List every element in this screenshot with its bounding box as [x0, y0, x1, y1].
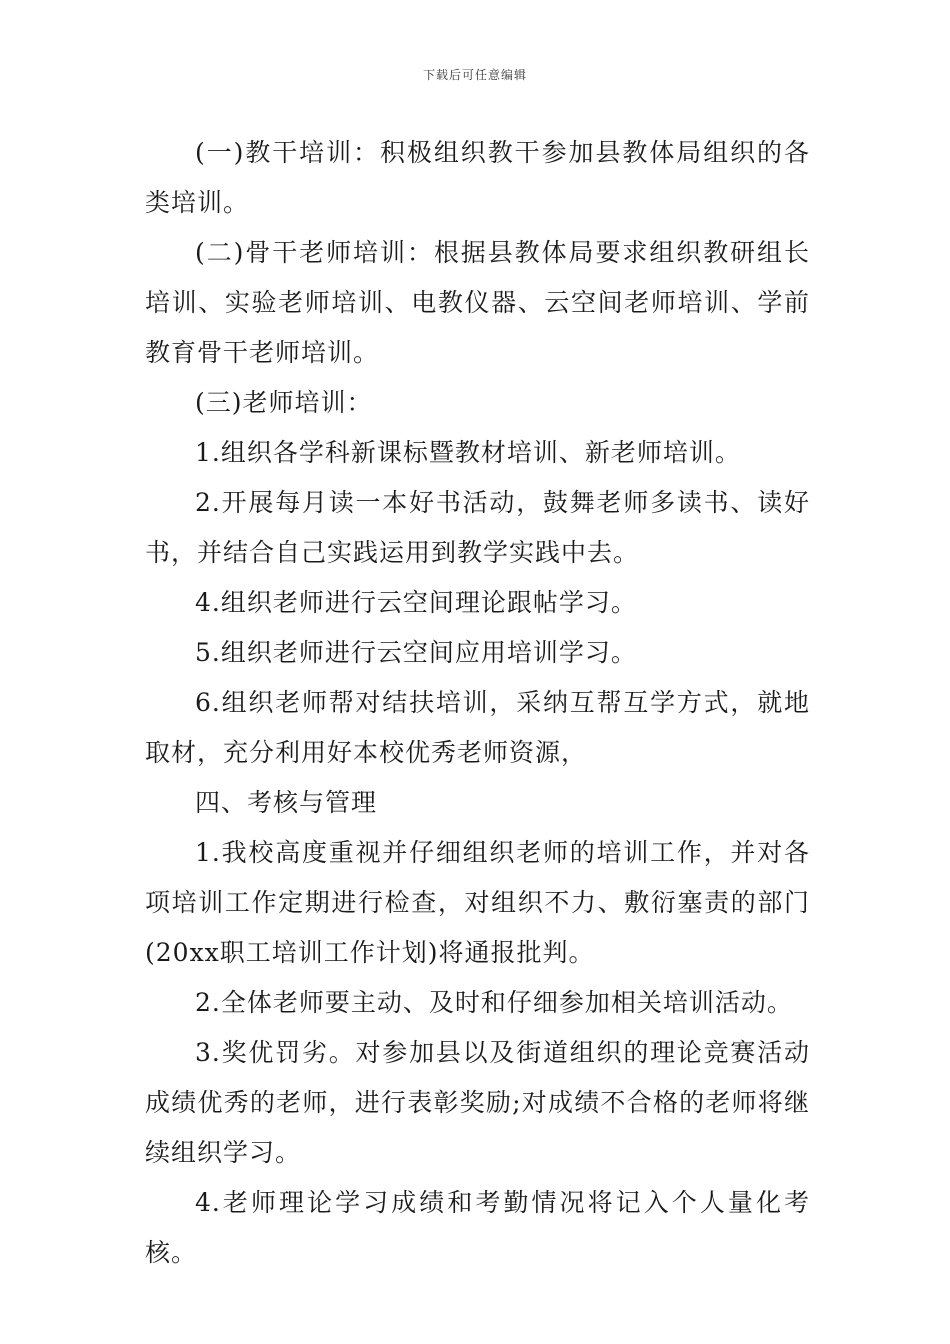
paragraph-assessment-4: 4.老师理论学习成绩和考勤情况将记入个人量化考核。 [145, 1188, 810, 1267]
paragraph-assessment-1: 1.我校高度重视并仔细组织老师的培训工作，并对各项培训工作定期进行检查，对组织不力、敷衍塞责的部门(20xx职工培训工作计划)将通报批判。 [145, 838, 810, 967]
paragraph-teacher-training-heading: (三)老师培训： [195, 388, 373, 417]
paragraph-item-5: 5.组织老师进行云空间应用培训学习。 [195, 638, 637, 667]
paragraph-backbone-teacher-training: (二)骨干老师培训：根据县教体局要求组织教研组长培训、实验老师培训、电教仪器、云空间老师培训、学前教育骨干老师培训。 [145, 238, 810, 367]
paragraph-teacher-cadre-training: (一)教干培训：积极组织教干参加县教体局组织的各类培训。 [145, 138, 810, 217]
page-header-note: 下载后可任意编辑 [422, 68, 527, 82]
paragraph-item-6: 6.组织老师帮对结扶培训，采纳互帮互学方式，就地取材，充分利用好本校优秀老师资源， [145, 688, 810, 767]
document-body [145, 128, 810, 1278]
paragraph-item-2: 2.开展每月读一本好书活动，鼓舞老师多读书、读好书，并结合自己实践运用到教学实践中去。 [145, 488, 810, 567]
paragraph-assessment-2: 2.全体老师要主动、及时和仔细参加相关培训活动。 [195, 988, 793, 1017]
section-heading-assessment: 四、考核与管理 [195, 788, 378, 817]
paragraph-assessment-3: 3.奖优罚劣。对参加县以及街道组织的理论竞赛活动成绩优秀的老师，进行表彰奖励;对成绩不合格的老师将继续组织学习。 [145, 1038, 810, 1167]
paragraph-item-4: 4.组织老师进行云空间理论跟帖学习。 [195, 588, 637, 617]
paragraph-item-1: 1.组织各学科新课标暨教材培训、新老师培训。 [195, 438, 741, 467]
